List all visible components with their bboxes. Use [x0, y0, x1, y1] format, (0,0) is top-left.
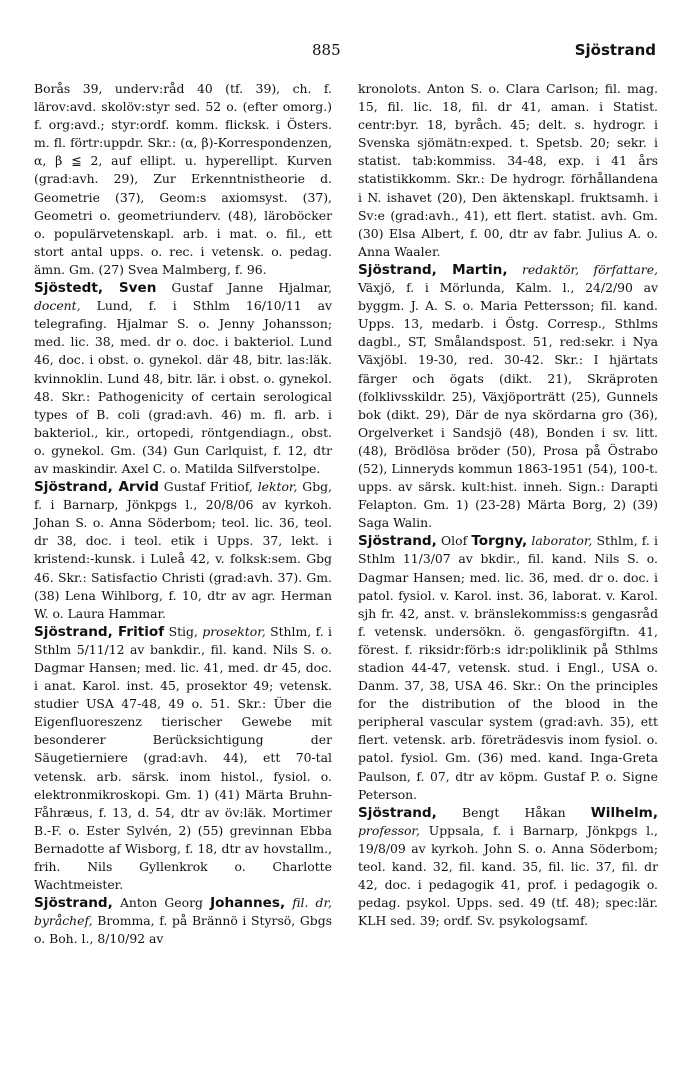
- entry-continuation-right: [358, 80, 658, 261]
- entry-title: fil. dr, byråchef,: [34, 895, 332, 929]
- entry-name: Sjöstrand, Martin,: [358, 261, 508, 278]
- entry-sjostrand-torgny: [358, 532, 658, 803]
- entry-text: Sthlm, f. i Sthlm 5/11/12 av bankdir., fil. kand. Nils S. o. Dagmar Hansen; med. lic. 41, med. dr 45, doc. i anat. Karol. inst. 45, prosektor 49; vetensk. studier USA 47-48, 49 o. 51. Skr.: Über die Eigenfluoreszenz tierischer Gewebe mit besonderer Berücksichtigung der Säugetierniere (grad:avh. 44), ett 70-tal vetensk. arb. särsk. inom histol., fysiol. o. elektronmikroskopi. Gm. 1) (41) Märta Bruhn-Fåhræus, f. 13, d. 54, dtr av öv:läk. Mortimer B.-F. o. Ester Sylvén, 2) (55) grevinnan Ebba Bernadotte af Wisborg, f. 18, dtr av hovstallm., frih. Nils Gyllenkrok o. Charlotte Wachtmeister.: [34, 623, 332, 893]
- entry-text: kronolots. Anton S. o. Clara Carlson; fil. mag. 15, fil. lic. 18, fil. dr 41, aman. i Statist. centr:byr. 18, byråch. 45; delt. s. hydrogr. i Svenska sjömätn:exped. t. Spetsb. 20; sekr. i statist. tab:kommiss. 34-48, exp. i 41 års statistikkomm. Skr.: De hydrogr. förhållandena i N. ishavet (20), Den äktenskapl. fruktsamh. i Sv:e (grad:avh., 41), ett flert. statist. avh. Gm. (30) Elsa Albert, f. 00, dtr av fabr. Julius A. o. Anna Waaler.: [358, 81, 658, 259]
- entry-title: professor,: [358, 822, 420, 838]
- page-header: [0, 41, 688, 71]
- entry-text: Växjö, f. i Mörlunda, Kalm. l., 24/2/90 av byggm. J. A. S. o. Maria Pettersson; fil. kand. Upps. 13, medarb. i Östg. Corresp., Sthlms dagbl., ST, Smålandspost. 51, red:sekr. i Nya Växjöbl. 19-30, red. 30-42. Skr.: I hjärtats färger och ögats (dikt. 21), Skräproten (folklivsskildr. 25), Växjöporträtt (25), Gunnels bok (dikt. 29), Där de nya skördarna gro (36), Orgelverket i Sandsjö (48), Bonden i sv. litt. (48), Brödlösa bröder (50), Prosa på Östrabo (52), Linneryds kommun 1863-1951 (54), 100-t. upps. av särsk. kult:hist. inneh. Sign.: Darapti Felapton. Gm. 1) (23-28) Märta Borg, 2) (39) Saga Walin.: [358, 280, 658, 531]
- left-column: [34, 80, 332, 949]
- entry-text: Bromma, f. på Brännö i Styrsö, Gbgs o. Boh. l., 8/10/92 av: [34, 913, 332, 947]
- entry-text: Stig,: [164, 623, 203, 639]
- entry-title: docent,: [34, 298, 81, 314]
- right-column: [358, 80, 658, 930]
- entry-title: prosektor,: [202, 623, 266, 639]
- entry-sjostedt-sven: [34, 279, 332, 478]
- entry-text: Anton Georg: [112, 895, 211, 911]
- entry-name: Johannes,: [210, 895, 286, 912]
- entry-continuation: [34, 80, 332, 279]
- entry-name: Sjöstrand,: [358, 804, 437, 821]
- entry-name: Sjöstrand, Fritiof: [34, 623, 165, 640]
- entry-name: Sjöstrand,: [358, 533, 437, 550]
- entry-sjostrand-johannes: [34, 894, 332, 948]
- entry-text: Gustaf Fritiof,: [158, 479, 258, 495]
- entry-name: Sjöstrand,: [34, 895, 113, 912]
- entry-text: [508, 262, 522, 277]
- entry-name: Torgny,: [471, 533, 528, 550]
- entry-sjostrand-wilhelm: [358, 804, 658, 931]
- entry-sjostrand-martin: [358, 261, 658, 532]
- entry-title: redaktör, författare,: [522, 261, 658, 277]
- entry-sjostrand-arvid: [34, 478, 332, 623]
- entry-text: Gustaf Janne Hjalmar,: [156, 280, 332, 296]
- entry-text: Olof: [436, 533, 472, 549]
- entry-text: Borås 39, underv:råd 40 (tf. 39), ch. f. lärov:avd. skolöv:styr sed. 52 o. (efter omorg.) f. org:avd.; styr:ordf. komm. flicksk. i Östers. m. fl. förtr:uppdr. Skr.: (α, β)-Korrespondenzen, α, β ≦ 2, auf ellipt. u. hyperellipt. Kurven (grad:avh. 29), Zur Erkenntnistheorie d. Geometrie (37), Geom:s axiomsyst. (37), Geometri o. geometriunderv. (48), läroböcker o. populärvetenskapl. arb. i mat. o. fil., ett stort antal upps. o. rec. i vetensk. o. pedag. ämn. Gm. (27) Svea Malmberg, f. 96.: [34, 81, 332, 277]
- entry-title: laborator,: [531, 533, 593, 549]
- entry-text: Gbg, f. i Barnarp, Jönkpgs l., 20/8/06 av kyrkoh. Johan S. o. Anna Söderbom; teol. lic. 36, teol. dr 38, doc. i teol. etik i Upps. 37, lekt. i kristend:-kunsk. i Luleå 42, v. folksk:sem. Gbg 46. Skr.: Satisfactio Christi (grad:avh. 37). Gm. (38) Lena Wihlborg, f. 10, dtr av agr. Herman W. o. Laura Hammar.: [34, 479, 332, 621]
- entry-text: Sthlm, f. i Sthlm 11/3/07 av bkdir., fil. kand. Nils S. o. Dagmar Hansen; med. lic. 36, med. dr o. doc. i patol. fysiol. v. Karol. inst. 36, laborat. v. Karol. sjh fr. 42, anst. v. bränslekommiss:s gengasråd f. vetensk. undersökn. ö. gengasförgiftn. 41, förest. f. riksidr:förb:s idr:poliklinik på Sthlms stadion 44-47, vetensk. stud. i Engl., USA o. Danm. 37, 38, USA 46. Skr.: On the principles for the distribution of the blood in the peripheral vascular system (grad:avh. 35), ett flert. vetensk. arb. företrädesvis inom fysiol. o. patol. fysiol. Gm. (36) med. kand. Inga-Greta Paulson, f. 07, dtr av köpm. Gustaf P. o. Signe Peterson.: [358, 533, 658, 802]
- entry-sjostrand-fritiof: [34, 623, 332, 894]
- page-number: 885: [312, 41, 341, 59]
- entry-name: Wilhelm,: [590, 804, 658, 821]
- entry-name: Sjöstrand, Arvid: [34, 479, 159, 496]
- running-head: Sjöstrand: [574, 41, 656, 59]
- entry-text: Lund, f. i Sthlm 16/10/11 av telegrafing. Hjalmar S. o. Jenny Johansson; med. lic. 38, med. dr o. doc. i bakteriol. Lund 46, doc. i obst. o. gynekol. där 48, bitr. las:läk. kvinnoklin. Lund 48, bitr. lär. i obst. o. gynekol. 48. Skr.: Pathogenicity of certain serological types of B. coli (grad:avh. 46) m. fl. arb. i bakteriol., kir., ortopedi, röntgendiagn., obst. o. gynekol. Gm. (34) Gun Carlquist, f. 12, dtr av maskindir. Axel C. o. Matilda Silfverstolpe.: [34, 298, 332, 476]
- entry-title: lektor,: [257, 479, 298, 495]
- entry-name: Sjöstedt, Sven: [34, 280, 157, 297]
- entry-text: Bengt Håkan: [436, 804, 591, 820]
- entry-text: Uppsala, f. i Barnarp, Jönkpgs l., 19/8/09 av kyrkoh. John S. o. Anna Söderbom; teol. kand. 32, fil. kand. 35, fil. lic. 37, fil. dr 42, doc. i pedagogik 41, prof. i pedagogik o. pedag. psykol. Upps. sed. 49 (tf. 48); spec:lär. KLH sed. 39; ordf. Sv. psykologsamf.: [358, 822, 658, 929]
